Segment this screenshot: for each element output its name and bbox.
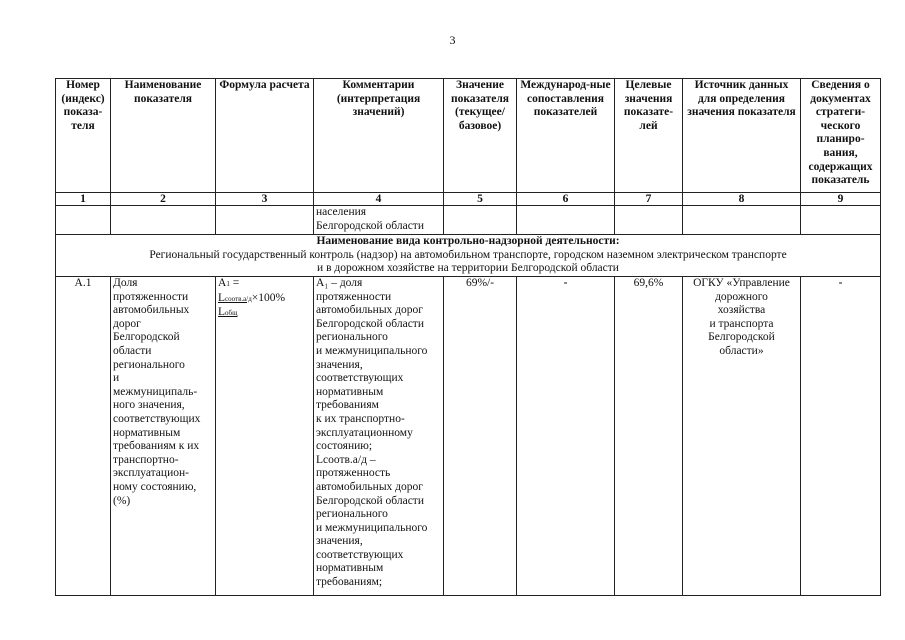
header-cell-target: Целевые значения показате-лей	[615, 79, 683, 193]
column-number: 4	[314, 193, 444, 206]
header-cell-international: Международ-ные сопоставления показателей	[517, 79, 615, 193]
page-number: 3	[449, 33, 456, 47]
row-source: ОГКУ «Управление дорожного хозяйства и транспорта Белгородской области»	[683, 277, 801, 596]
section-heading	[56, 235, 881, 277]
continuation-comment: населения Белгородской области	[314, 206, 444, 235]
empty-cell	[683, 206, 801, 235]
column-number: 5	[444, 193, 517, 206]
column-number: 8	[683, 193, 801, 206]
empty-cell	[111, 206, 216, 235]
formula-numerator-symbol: L	[218, 291, 226, 304]
column-number: 1	[56, 193, 111, 206]
header-cell-comment: Комментарии (интерпретация значений)	[314, 79, 444, 193]
formula-denominator-symbol: L	[218, 306, 226, 319]
header-cell-source: Источник данных для определения значения показателя	[683, 79, 801, 193]
formula-denominator	[218, 306, 311, 321]
row-international: -	[517, 277, 615, 596]
header-cell-documents: Сведения о документах стратеги-ческого планиро-вания, содержащих показатель	[801, 79, 881, 193]
header-cell-index: Номер (индекс) показа-теля	[56, 79, 111, 193]
row-target: 69,6%	[615, 277, 683, 596]
continuation-row	[56, 206, 881, 235]
row-documents: -	[801, 277, 881, 596]
formula-lhs-symbol: А	[218, 277, 227, 289]
empty-cell	[56, 206, 111, 235]
column-number: 3	[216, 193, 314, 206]
empty-cell	[615, 206, 683, 235]
row-value: 69%/-	[444, 277, 517, 596]
formula-denominator-subscript: общ	[225, 309, 238, 318]
empty-cell	[444, 206, 517, 235]
table-row	[56, 277, 881, 596]
formula-equals: =	[229, 277, 240, 289]
formula-numerator-subscript: соотв.а/д	[225, 294, 252, 303]
indicators-table	[55, 78, 881, 596]
empty-cell	[216, 206, 314, 235]
empty-cell	[801, 206, 881, 235]
row-formula	[216, 277, 314, 596]
row-name: Доля протяженности автомобильных дорог Белгородской области регионального и межмуниципаль- ного значения, соответствующих нормативным требованиям к их транспортно- эксплуатацион- ному состоянию, (%)	[111, 277, 216, 596]
header-cell-formula: Формула расчета	[216, 79, 314, 193]
section-title: Наименование вида контрольно-надзорной деятельности:	[316, 235, 620, 247]
column-number: 2	[111, 193, 216, 206]
section-row	[56, 235, 881, 277]
empty-cell	[517, 206, 615, 235]
formula-numerator	[218, 292, 311, 307]
header-cell-value: Значение показателя (текущее/ базовое)	[444, 79, 517, 193]
row-comment: А₁ – доля протяженности автомобильных дорог Белгородской области регионального и межмуниципального значения, соответствующих нормативным требованиям к их транспортно- эксплуатационному состоянию; Lсоотв.а/д – протяженность автомобильных дорог Белгородской области регионального и межмуниципального значения, соответствующих нормативным требованиям;	[314, 277, 444, 596]
formula-lhs-subscript: 1	[226, 280, 230, 288]
header-row	[56, 79, 881, 193]
column-number-row	[56, 193, 881, 206]
section-subtitle: Региональный государственный контроль (надзор) на автомобильном транспорте, городском наземном электрическом транспорте и в дорожном хозяйстве на территории Белгородской области	[149, 248, 787, 275]
column-number: 6	[517, 193, 615, 206]
column-number: 9	[801, 193, 881, 206]
header-cell-name: Наименование показателя	[111, 79, 216, 193]
formula-multiplier: ×100%	[251, 291, 286, 304]
row-index: А.1	[56, 277, 111, 596]
column-number: 7	[615, 193, 683, 206]
formula-lhs	[218, 277, 311, 292]
